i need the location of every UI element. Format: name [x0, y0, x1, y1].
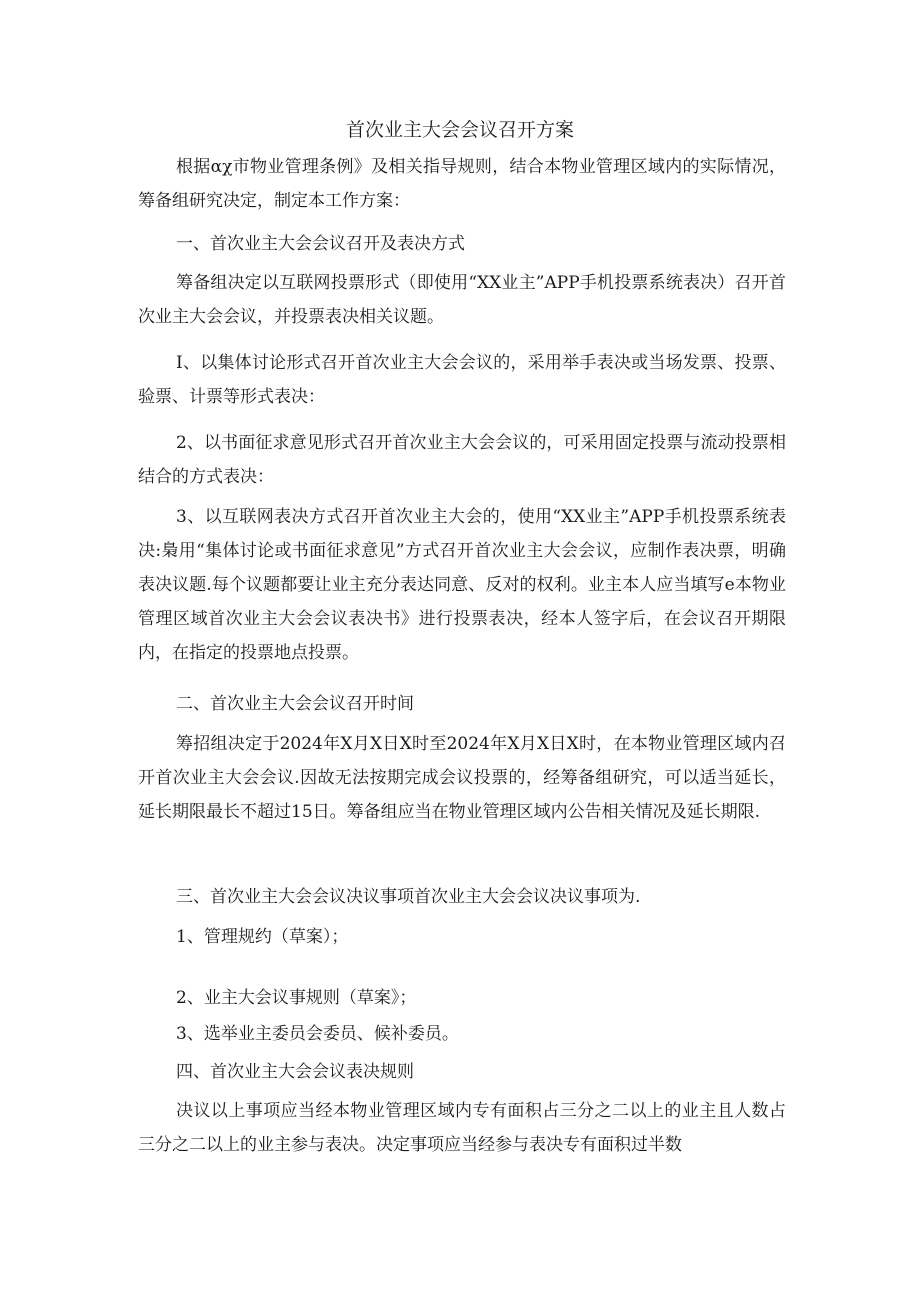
section1-item-3: 3、以互联网表决方式召开首次业主大会的，使用“XX业主”APP手机投票系统表决:梟用“集体讨论或书面征求意见”方式召开首次业主大会会议，应制作表决票，明确表决议题.每个议题都要让业主充分表达同意、反对的权利。业主本人应当填写e本物业管理区域首次业主大会会议表决书》进行投票表决，经本人签字后，在会议召开期限内，在指定的投票地点投票。	[138, 507, 786, 663]
section2-heading: 二、首次业主大会会议召开时间	[176, 694, 414, 714]
section3-heading: 三、首次业主大会会议决议事项首次业主大会会议决议事项为.	[176, 887, 641, 907]
section3-item: 3、选举业主委员会委员、候补委员。	[176, 1024, 459, 1044]
section3-item: 1、管理规约（草案）；	[176, 927, 349, 947]
section1-heading: 一、首次业主大会会议召开及表决方式	[176, 234, 465, 254]
section1-item-2: 2、以书面征求意见形式召开首次业主大会会议的，可采用固定投票与流动投票相结合的方式表决：	[138, 433, 786, 487]
intro-paragraph: 根据αχ市物业管理条例》及相关指导规则，结合本物业管理区域内的实际情况，筹备组研究决定，制定本工作方案：	[138, 157, 786, 211]
section2-paragraph: 筹招组决定于2024年X月X日X时至2024年X月X日X时，在本物业管理区域内召开首次业主大会会议.因故无法按期完成会议投票的，经筹备组研究，可以适当延长，延长期限最长不超过15日。筹备组应当在物业管理区域内公告相关情况及延长期限.	[138, 734, 786, 822]
section1-paragraph: 筹备组决定以互联网投票形式（即使用“XX业主”APP手机投票系统表决）召开首次业主大会会议，并投票表决相关议题。	[138, 273, 786, 327]
section4-heading: 四、首次业主大会会议表决规则	[176, 1062, 414, 1082]
section4-paragraph: 决议以上事项应当经本物业管理区域内专有面积占三分之二以上的业主且人数占三分之二以上的业主参与表决。决定事项应当经参与表决专有面积过半数	[138, 1101, 786, 1155]
section3-item: 2、业主大会议事规则（草案》；	[176, 988, 417, 1008]
document-title: 首次业主大会会议召开方案	[345, 119, 574, 141]
section1-item-1: I、以集体讨论形式召开首次业主大会会议的，采用举手表决或当场发票、投票、验票、计票等形式表决：	[138, 353, 786, 407]
